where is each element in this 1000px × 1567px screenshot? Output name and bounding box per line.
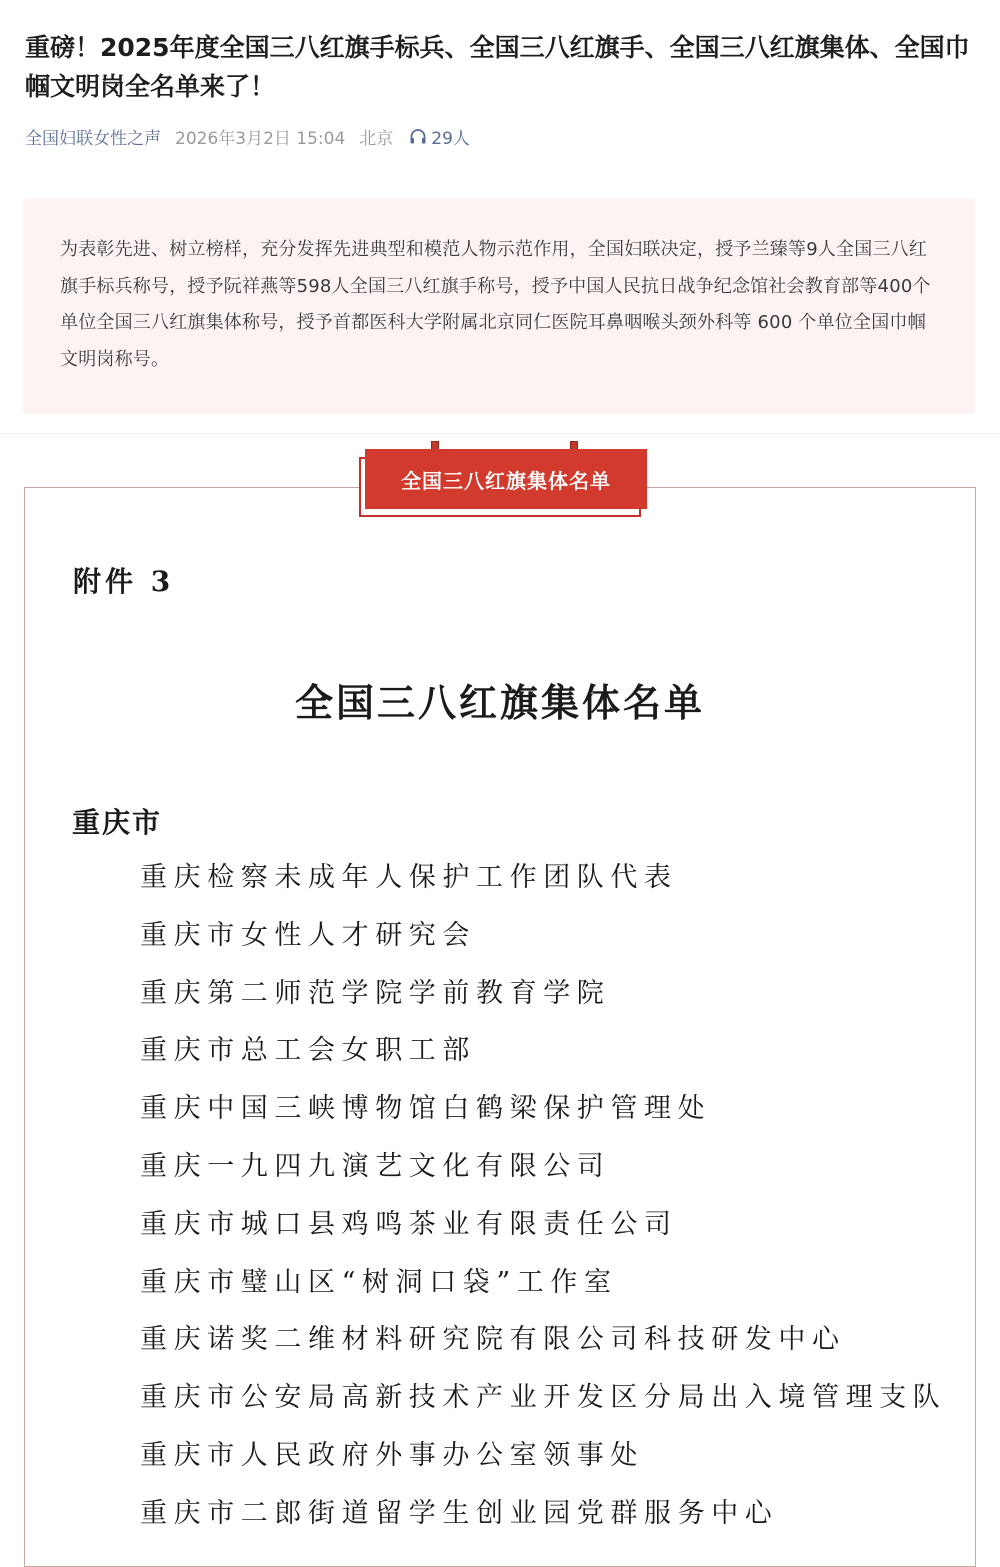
listen-button[interactable] <box>409 124 470 149</box>
section-banner <box>359 441 649 521</box>
article-meta <box>25 124 470 149</box>
list-item: 重庆检察未成年人保护工作团队代表 <box>140 862 678 893</box>
list-item: 重庆市人民政府外事办公室领事处 <box>140 1439 644 1471</box>
list-item: 重庆第二师范学院学前教育学院 <box>140 977 611 1009</box>
publish-location: 北京 <box>359 129 394 149</box>
list-item: 重庆市璧山区“树洞口袋”工作室 <box>140 1266 618 1298</box>
list-item: 重庆市二郎街道留学生创业园党群服务中心 <box>140 1497 779 1529</box>
document-title: 全国三八红旗集体名单 <box>294 680 705 725</box>
account-name-link[interactable]: 全国妇联女性之声 <box>25 129 161 149</box>
banner-label: 全国三八红旗集体名单 <box>365 449 647 509</box>
publish-date: 2026年3月2日 15:04 <box>175 129 346 149</box>
list-item: 重庆市总工会女职工部 <box>140 1035 476 1067</box>
listen-count: 29人 <box>431 129 470 149</box>
article-title: 重磅！2025年度全国三八红旗手标兵、全国三八红旗手、全国三八红旗集体、全国巾帼文明岗全名单来了！ <box>25 33 970 101</box>
attachment-label: 附件 3 <box>73 565 175 598</box>
list-item: 重庆市公安局高新技术产业开发区分局出入境管理支队 <box>140 1382 947 1414</box>
headphones-icon <box>409 128 427 145</box>
list-item: 重庆市城口县鸡鸣茶业有限责任公司 <box>140 1208 678 1240</box>
list-item: 重庆诺奖二维材料研究院有限公司科技研发中心 <box>140 1324 846 1356</box>
summary-box <box>23 198 975 414</box>
unit-list <box>140 855 946 1549</box>
section-divider <box>0 433 1000 434</box>
list-item: 重庆一九四九演艺文化有限公司 <box>140 1150 611 1182</box>
summary-text: 为表彰先进、树立榜样，充分发挥先进典型和模范人物示范作用，全国妇联决定，授予兰臻等9人全国三八红旗手标兵称号，授予阮祥燕等598人全国三八红旗手称号，授予中国人民抗日战争纪念馆社会教育部等400个单位全国三八红旗集体称号，授予首都医科大学附属北京同仁医院耳鼻咽喉头颈外科等 600 个单位全国巾帼文明岗称号。 <box>60 239 931 370</box>
region-heading: 重庆市 <box>72 806 163 839</box>
list-item: 重庆中国三峡博物馆白鹤梁保护管理处 <box>140 1093 712 1125</box>
list-item: 重庆市女性人才研究会 <box>140 919 476 951</box>
